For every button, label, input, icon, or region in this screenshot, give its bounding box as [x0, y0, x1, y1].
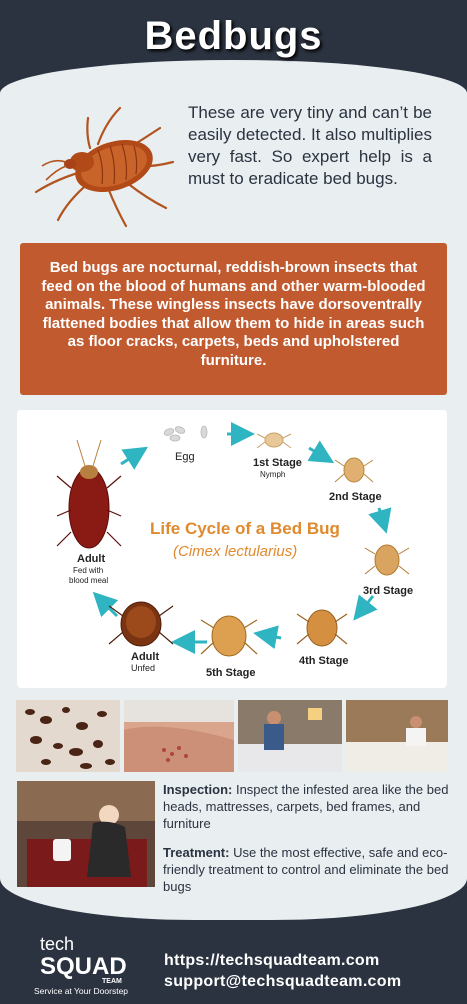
fourth-stage-icon	[297, 610, 347, 646]
bedbug-illustration	[28, 100, 178, 230]
lifecycle-title: Life Cycle of a Bed Bug	[150, 519, 340, 538]
fifth-stage-icon	[201, 616, 257, 656]
page-title: Bedbugs	[144, 14, 323, 58]
second-stage-icon	[335, 458, 373, 482]
logo-team-text: TEAM	[102, 978, 122, 985]
first-stage-nymph-icon	[257, 433, 291, 448]
first-stage-sub-label: Nymph	[260, 470, 286, 479]
photo-strip	[16, 700, 448, 772]
inspection-desc: Inspect the infested area like the bed heads, mattresses, carpets, bed frames, and furniture	[163, 782, 449, 831]
adult-unfed-label: Adult	[131, 651, 160, 663]
techsquad-logo	[32, 932, 152, 1002]
inspection-text	[163, 781, 449, 832]
bedbugs-on-mattress-photo	[16, 700, 120, 772]
bite-marks-photo	[124, 700, 234, 772]
adult-unfed-icon	[109, 602, 173, 646]
logo-tagline: Service at Your Doorstep	[34, 986, 129, 996]
first-stage-label: 1st Stage	[253, 457, 302, 469]
lifecycle-subtitle: (Cimex lectularius)	[173, 543, 298, 560]
bed-treatment-photo	[346, 700, 448, 772]
logo-top-text: tech	[40, 934, 75, 954]
treatment-text	[163, 844, 449, 895]
lifecycle-svg	[17, 410, 447, 688]
inspection-label: Inspection:	[163, 782, 233, 797]
second-stage-label: 2nd Stage	[329, 491, 382, 503]
treatment-desc: Use the most effective, safe and eco-friendly treatment to control and eliminate the bed bugs	[163, 845, 449, 894]
lifecycle-diagram	[17, 410, 447, 688]
inspection-photo	[17, 781, 155, 887]
adult-fed-label: Adult	[77, 553, 106, 565]
third-stage-label: 3rd Stage	[363, 585, 414, 597]
adult-unfed-sub-label: Unfed	[131, 663, 156, 673]
adult-fed-sub-label-1: Fed with	[73, 566, 104, 575]
info-text: Bed bugs are nocturnal, reddish-brown insects that feed on the blood of humans and other warm-blooded animals. These wingless insects have dorsoventrally flattened bodies that allow them to hide in areas such as floor cracks, carpets, beds and upholstered furniture.	[41, 259, 426, 369]
logo-main-text: SQUAD	[40, 953, 127, 980]
technician-spraying-photo	[238, 700, 342, 772]
treatment-label: Treatment:	[163, 845, 230, 860]
info-box	[20, 243, 447, 395]
intro-text: These are very tiny and can’t be easily detected. It also multiplies very fast. So expert help is a must to eradicate bed bugs.	[188, 103, 432, 188]
egg-icon	[163, 425, 207, 441]
adult-fed-sub-label-2: blood meal	[69, 576, 109, 585]
fourth-stage-label: 4th Stage	[299, 655, 349, 667]
egg-label: Egg	[175, 451, 195, 463]
website-link[interactable]: https://techsquadteam.com	[164, 952, 380, 969]
third-stage-icon	[365, 545, 409, 575]
adult-fed-icon	[57, 440, 121, 548]
fifth-stage-label: 5th Stage	[206, 667, 256, 679]
email-link[interactable]: support@techsquadteam.com	[164, 973, 402, 990]
